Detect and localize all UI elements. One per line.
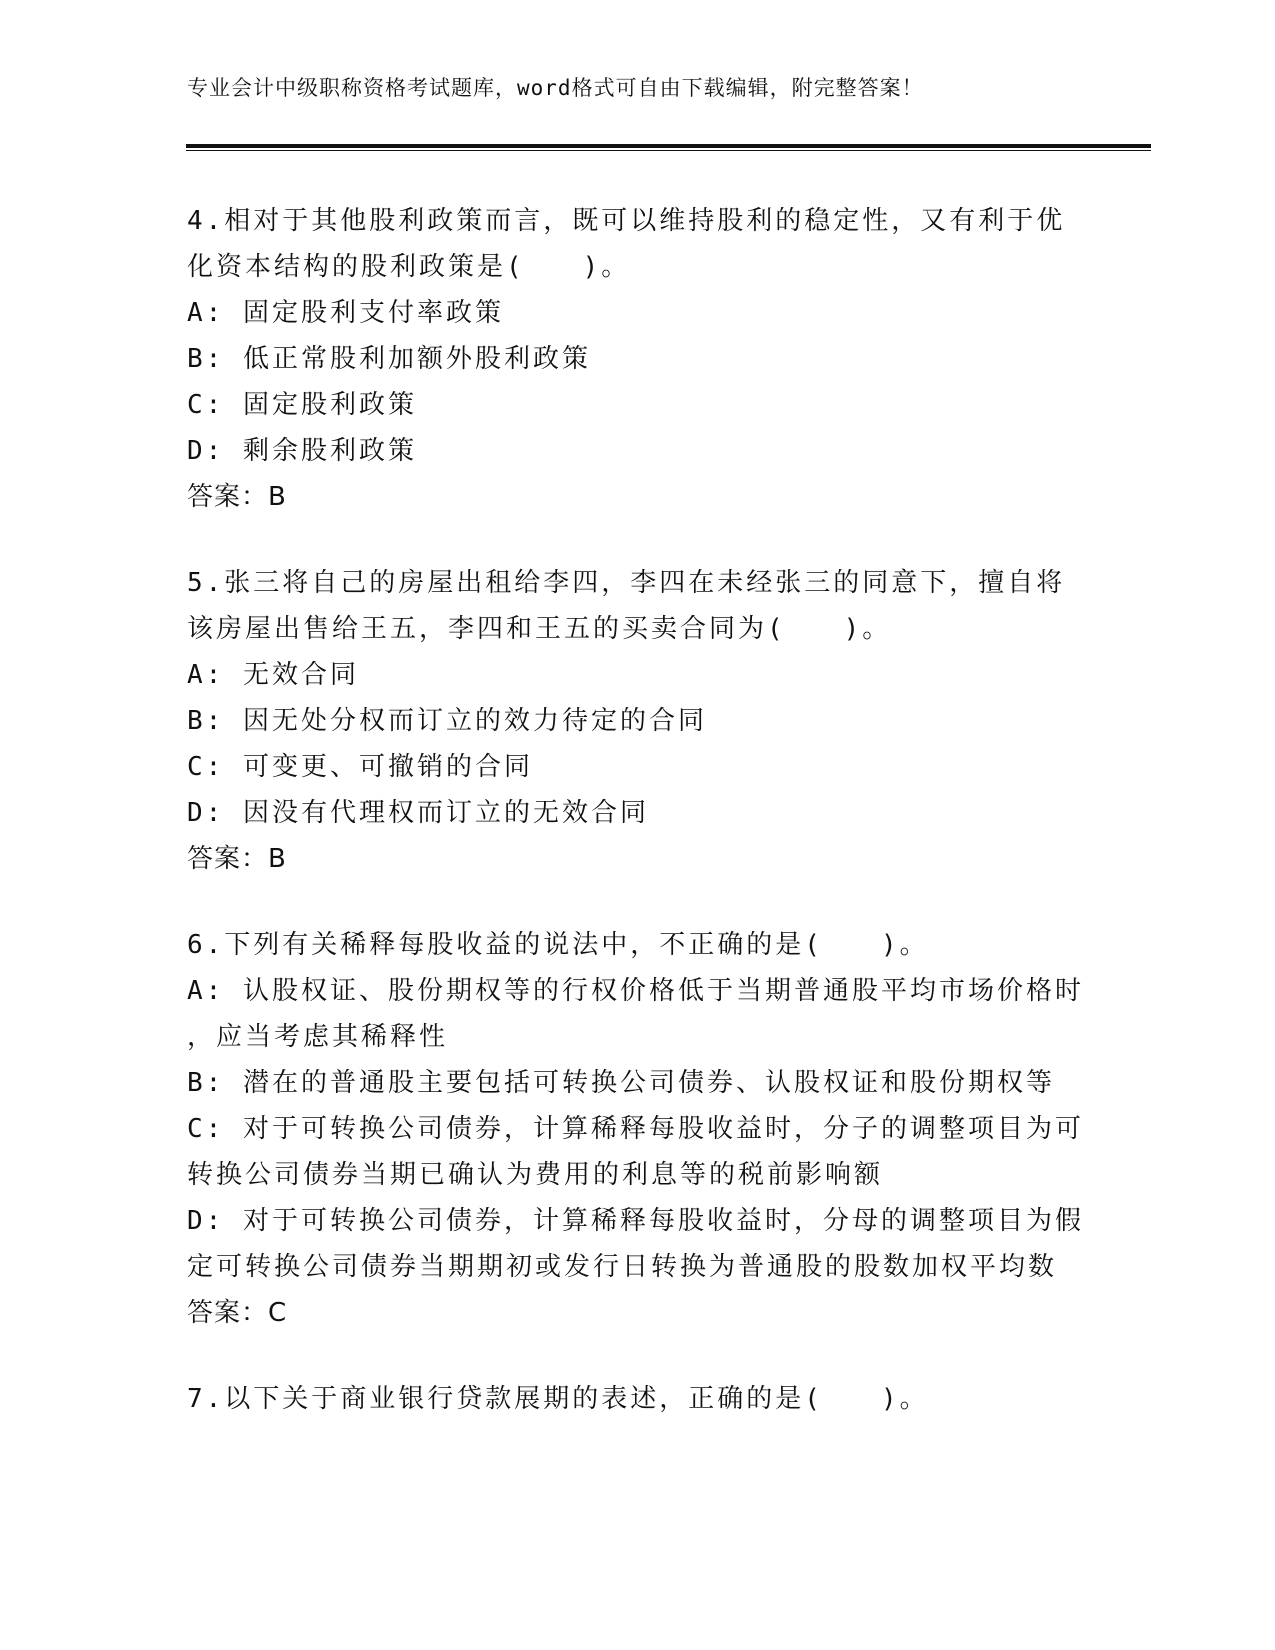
question-spacer [187, 882, 1087, 922]
question-list [187, 198, 1087, 1422]
option-line: D: 对于可转换公司债券，计算稀释每股收益时，分母的调整项目为假 [187, 1206, 1084, 1236]
option-line: 转换公司债券当期已确认为费用的利息等的税前影响额 [187, 1160, 884, 1190]
option-line: B: 低正常股利加额外股利政策 [187, 344, 591, 374]
question-stem-line: 化资本结构的股利政策是( )。 [187, 252, 631, 282]
question-stem-line: 7.以下关于商业银行贷款展期的表述，正确的是( )。 [187, 1384, 929, 1414]
option-line: A: 固定股利支付率政策 [187, 298, 504, 328]
option-line: D: 因没有代理权而订立的无效合同 [187, 798, 649, 828]
header-rule-thick [186, 144, 1151, 148]
question-spacer [187, 1336, 1087, 1376]
answer-line: 答案：B [187, 844, 287, 874]
question-stem-line: 6.下列有关稀释每股收益的说法中，不正确的是( )。 [187, 930, 929, 960]
question-block [187, 922, 1087, 1336]
option-line: B: 潜在的普通股主要包括可转换公司债券、认股权证和股份期权等 [187, 1068, 1055, 1098]
option-line: D: 剩余股利政策 [187, 436, 417, 466]
option-line: B: 因无处分权而订立的效力待定的合同 [187, 706, 707, 736]
answer-line: 答案：B [187, 482, 287, 512]
question-block [187, 560, 1087, 882]
option-line: ，应当考虑其稀释性 [187, 1022, 449, 1052]
option-line: 定可转换公司债券当期期初或发行日转换为普通股的股数加权平均数 [187, 1252, 1058, 1282]
page-header: 专业会计中级职称资格考试题库，word格式可自由下载编辑，附完整答案！ [187, 76, 924, 100]
option-line: C: 对于可转换公司债券，计算稀释每股收益时，分子的调整项目为可 [187, 1114, 1084, 1144]
question-stem-line: 5.张三将自己的房屋出租给李四，李四在未经张三的同意下，擅自将 [187, 568, 1066, 598]
header-rule-thin [186, 150, 1151, 151]
answer-line: 答案：C [187, 1298, 288, 1328]
question-block [187, 198, 1087, 520]
question-spacer [187, 520, 1087, 560]
option-line: C: 可变更、可撤销的合同 [187, 752, 533, 782]
option-line: A: 认股权证、股份期权等的行权价格低于当期普通股平均市场价格时 [187, 976, 1084, 1006]
option-line: A: 无效合同 [187, 660, 359, 690]
question-block [187, 1376, 1087, 1422]
option-line: C: 固定股利政策 [187, 390, 417, 420]
question-stem-line: 4.相对于其他股利政策而言，既可以维持股利的稳定性，又有利于优 [187, 206, 1066, 236]
question-stem-line: 该房屋出售给王五，李四和王五的买卖合同为( )。 [187, 614, 892, 644]
